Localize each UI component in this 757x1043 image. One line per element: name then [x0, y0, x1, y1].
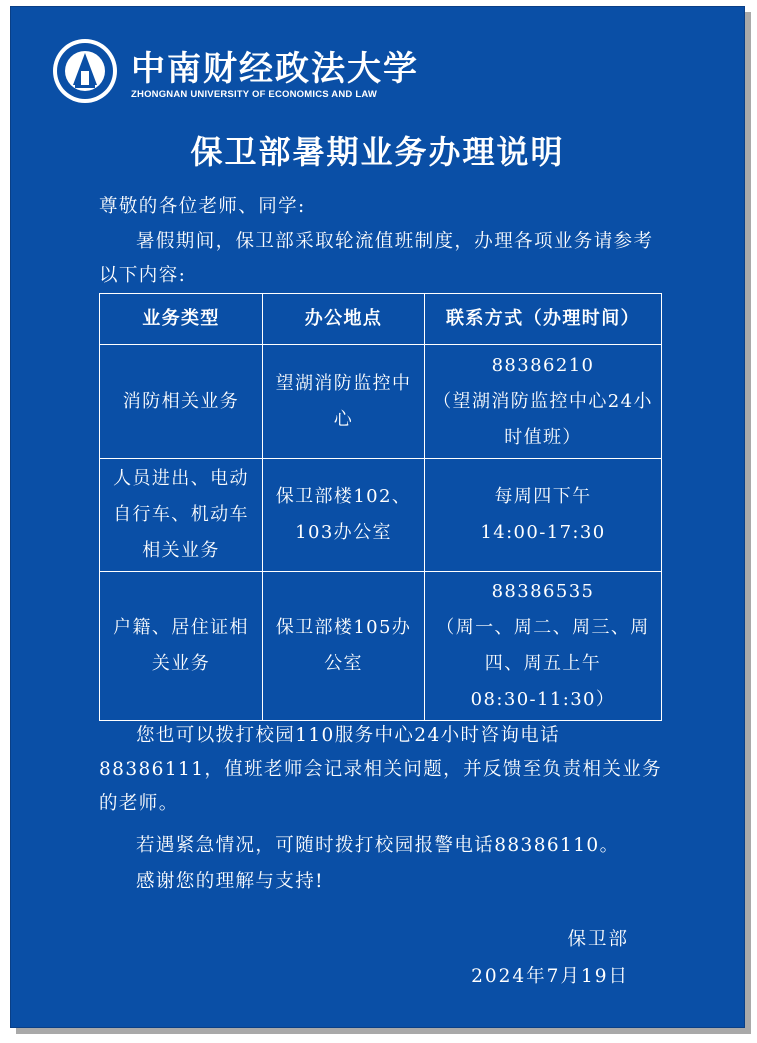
cell-location: 保卫部楼105办公室 [263, 572, 425, 721]
cell-contact: 88386210 （望湖消防监控中心24小时值班） [425, 345, 662, 459]
table-header-row [100, 294, 662, 345]
service-table [99, 293, 662, 721]
date: 2024年7月19日 [471, 966, 629, 987]
cell-location: 保卫部楼102、103办公室 [263, 459, 425, 572]
university-seal-icon [51, 37, 119, 105]
table-row [100, 345, 662, 459]
header-office-location: 办公地点 [263, 294, 425, 345]
thanks-paragraph: 感谢您的理解与支持! [136, 871, 324, 892]
cell-location: 望湖消防监控中心 [263, 345, 425, 459]
greeting: 尊敬的各位老师、同学: [99, 196, 306, 217]
university-name-en: ZHONGNAN UNIVERSITY OF ECONOMICS AND LAW [131, 89, 378, 100]
header-service-type: 业务类型 [100, 294, 263, 345]
page-title: 保卫部暑期业务办理说明 [190, 133, 565, 171]
table-row [100, 572, 662, 721]
notice-poster [10, 6, 745, 1028]
university-name-cn: 中南财经政法大学 [131, 49, 419, 89]
university-header [51, 37, 471, 109]
cell-contact: 每周四下午 14:00-17:30 [425, 459, 662, 572]
cell-service-type: 人员进出、电动自行车、机动车相关业务 [100, 459, 263, 572]
table-row [100, 459, 662, 572]
cell-service-type: 消防相关业务 [100, 345, 263, 459]
signature: 保卫部 [567, 929, 629, 950]
emergency-paragraph: 若遇紧急情况，可随时拨打校园报警电话88386110。 [136, 835, 620, 856]
intro-paragraph: 暑假期间，保卫部采取轮流值班制度，办理各项业务请参考以下内容: [99, 231, 654, 286]
hotline-paragraph: 您也可以拨打校园110服务中心24小时咨询电话88386111，值班老师会记录相关问题，并反馈至负责相关业务的老师。 [99, 725, 663, 814]
cell-contact: 88386535 （周一、周二、周三、周四、周五上午 08:30-11:30） [425, 572, 662, 721]
header-contact: 联系方式（办理时间） [425, 294, 662, 345]
cell-service-type: 户籍、居住证相关业务 [100, 572, 263, 721]
